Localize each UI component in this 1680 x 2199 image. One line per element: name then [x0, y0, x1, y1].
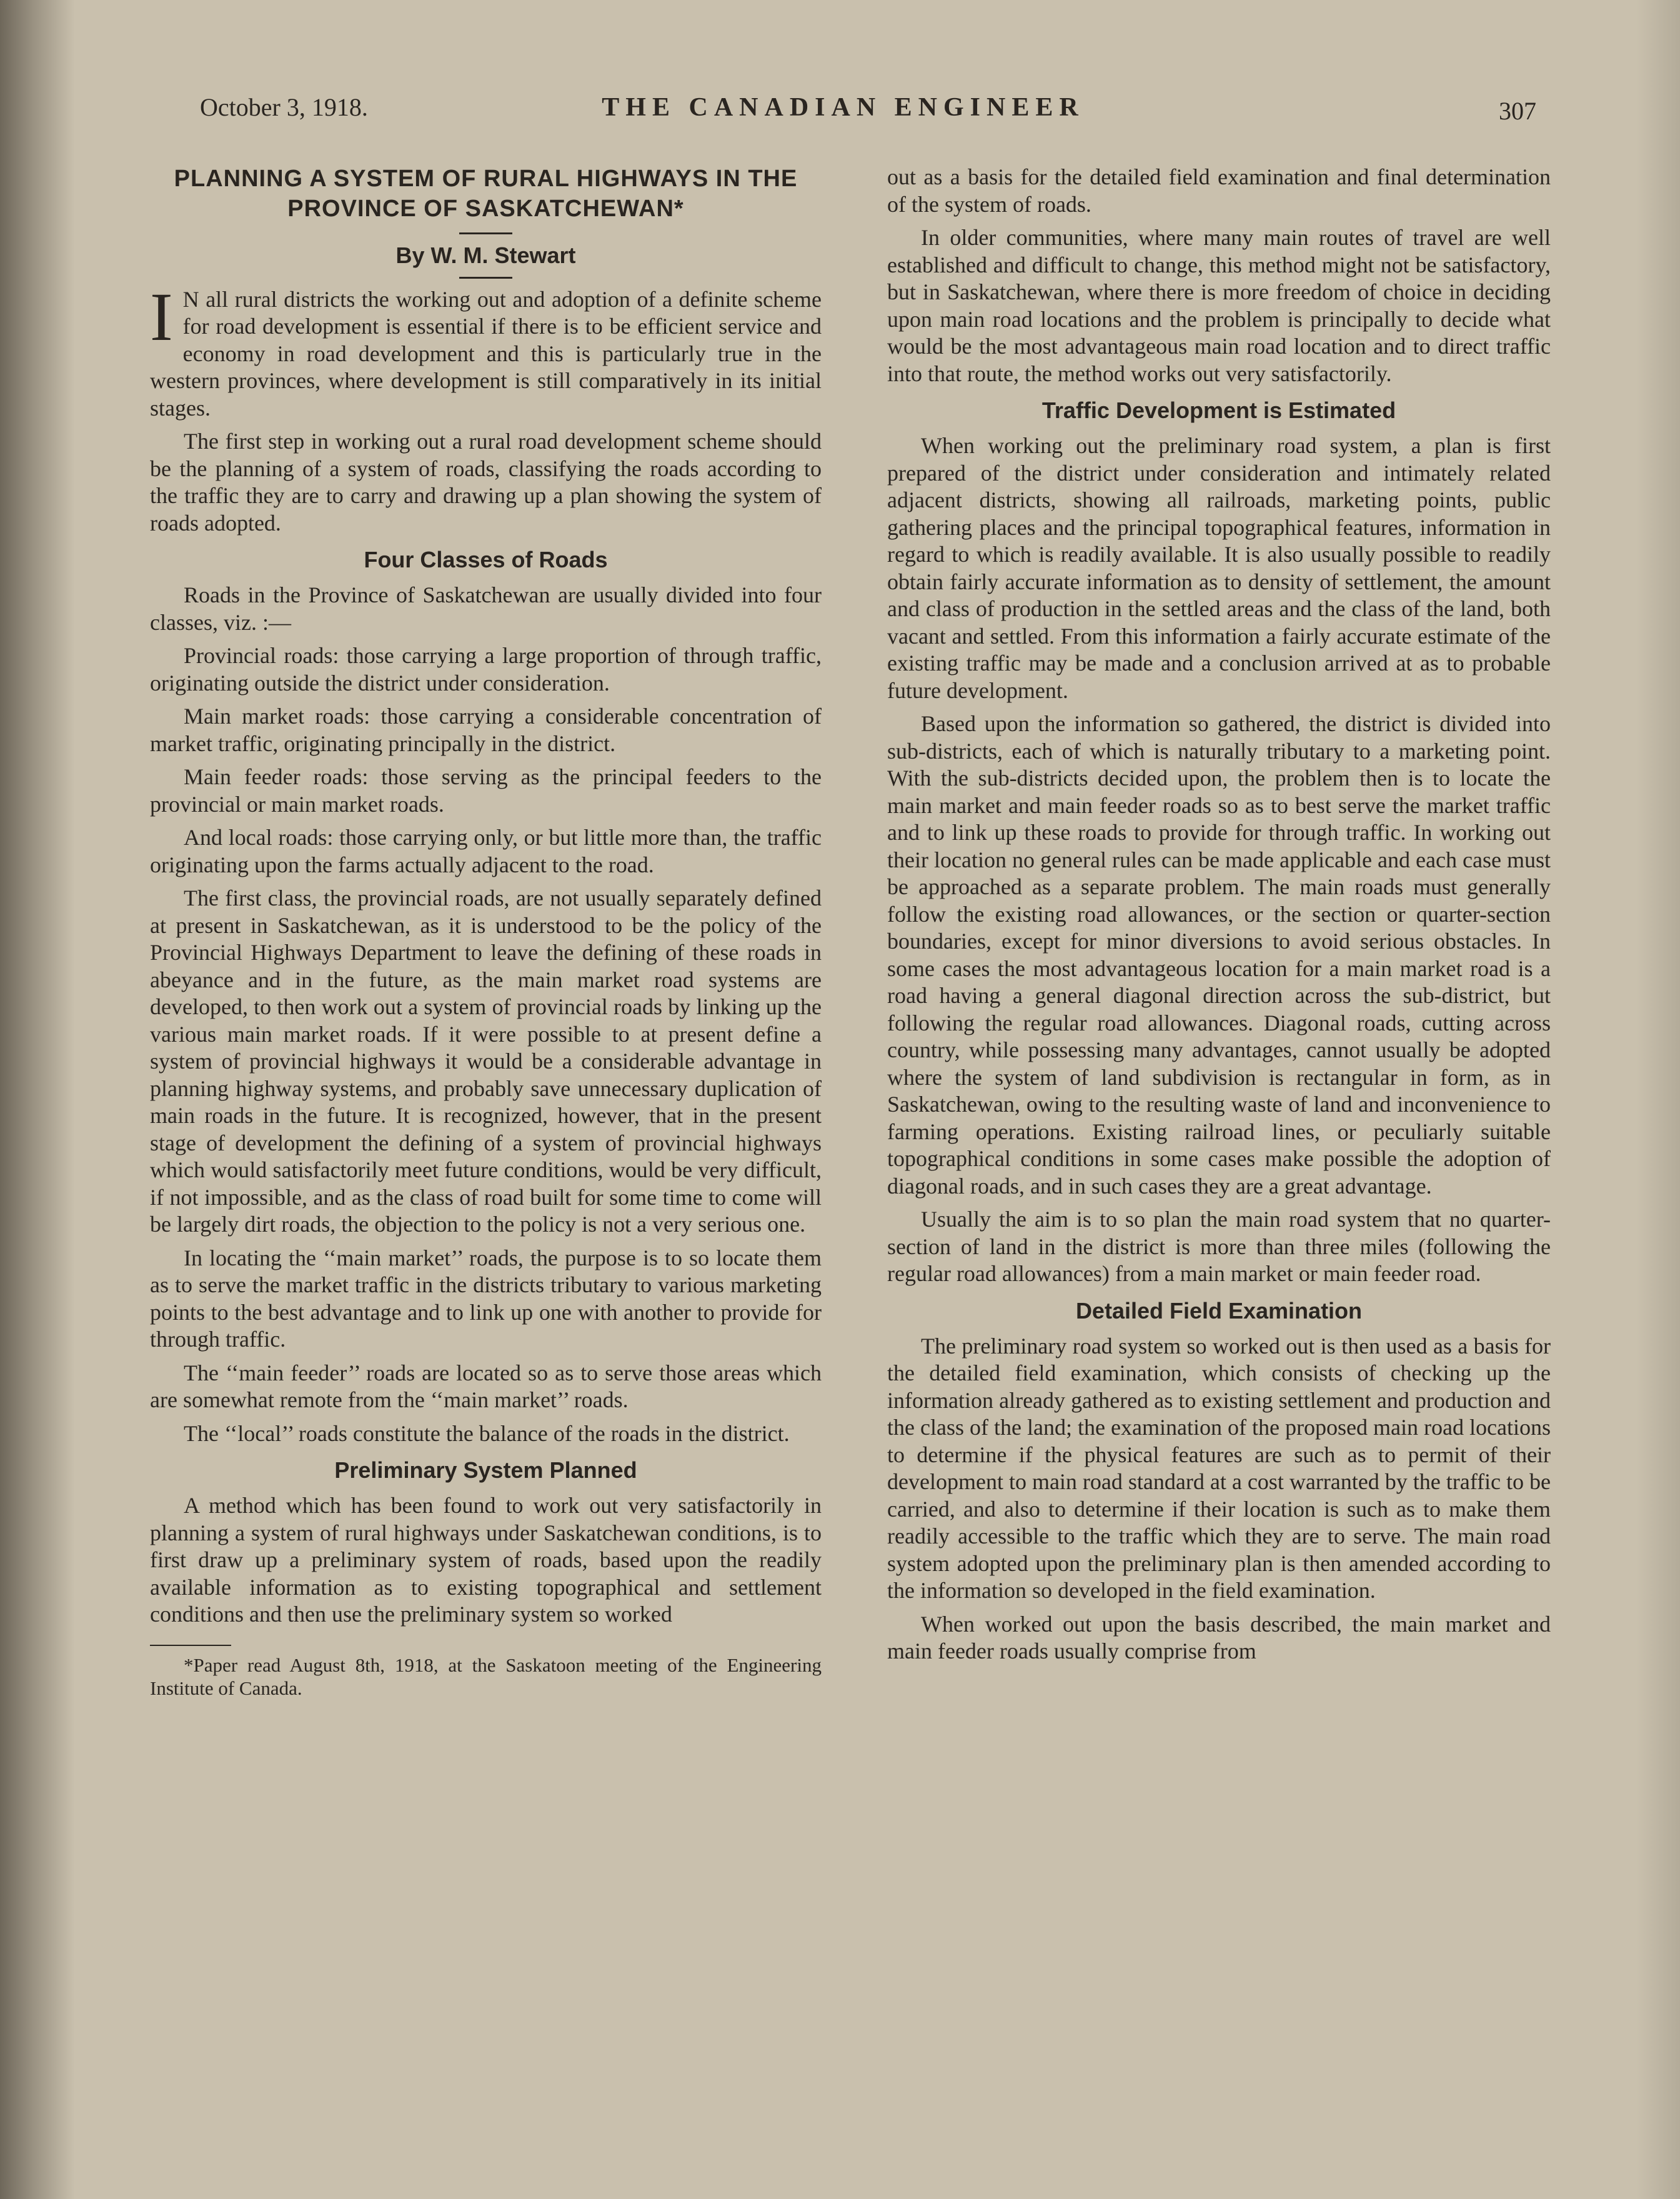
- heading-preliminary-system: Preliminary System Planned: [334, 1457, 637, 1483]
- paragraph-continued: out as a basis for the detailed field examination and final determination of the system of roads.: [887, 164, 1551, 217]
- paragraph-four-classes: Roads in the Province of Saskatchewan are usually divided into four classes, viz. :—: [150, 582, 822, 635]
- intro-paragraph: [150, 278, 822, 422]
- paragraph-main-market-roads: Main market roads: those carrying a considerable concentration of market traffic, originating principally in the district.: [150, 704, 822, 756]
- paragraph-older-communities: In older communities, where many main routes of travel are well established and difficult to change, this method might not be satisfactory, but in Saskatchewan, where there is more freedom of choice in deciding upon main road locations and the problem is principally to decide what would be the most advantageous main road location and to direct traffic into that route, the method works out very satisfactorily.: [887, 225, 1551, 386]
- left-column: [150, 164, 822, 1706]
- paragraph-local-roads: And local roads: those carrying only, or but little more than, the traffic originating upon the farms actually adjacent to the road.: [150, 825, 822, 877]
- paragraph-main-feeder-roads: Main feeder roads: those serving as the principal feeders to the provincial or main market roads.: [150, 764, 822, 817]
- paragraph-provincial-roads: Provincial roads: those carrying a large proportion of through traffic, originating outside the district under consideration.: [150, 643, 822, 696]
- byline-rule: [459, 277, 512, 279]
- page-gutter-shadow: [0, 0, 75, 2199]
- paragraph-main-feeder-located: The ‘‘main feeder’’ roads are located so as to serve those areas which are somewhat remote from the ‘‘main market’’ roads.: [150, 1360, 822, 1412]
- page-header: [150, 87, 1536, 137]
- page-edge-right: [1636, 0, 1680, 2199]
- paragraph-final: When worked out upon the basis described, the main market and main feeder roads usually comprise from: [887, 1611, 1551, 1663]
- paragraph-usually: Usually the aim is to so plan the main road system that no quarter-section of land in the district is more than three miles (following the regular road allowances) from a main market or main feeder road.: [887, 1207, 1551, 1286]
- paragraph-first-class: The first class, the provincial roads, are not usually separately defined at present in Saskatchewan, as it is understood to be the policy of the Provincial Highways Department to leave the defining of these roads in abeyance and in the future, as the main market road systems are developed, to then work out a system of provincial roads by linking up the various main market roads. If it were possible to at present define a system of provincial highways it would be a considerable advantage in planning highway systems, and probably save unnecessary duplication of main roads in the future. It is recognized, however, that in the present stage of development the defining of a system of provincial highways which would satisfactorily meet future conditions, would be very difficult, if not impossible, and as the class of road built for some time to come will be largely dirt roads, the objection to the policy is not a very serious one.: [150, 885, 822, 1237]
- journal-masthead: THE CANADIAN ENGINEER: [602, 93, 1085, 122]
- intro-text: N all rural districts the working out and adoption of a definite scheme for road development is essential if there is to be efficient service and economy in road development and this is particularly true in the western provinces, where development is still comparatively in its initial stages.: [150, 286, 822, 421]
- title-rule: [459, 232, 512, 234]
- paragraph-method: A method which has been found to work out very satisfactorily in planning a system of rural highways under Saskatchewan conditions, is to first draw up a preliminary system of roads, based upon the readily available information as to existing topographical and settlement conditions and then use the preliminary system so worked: [150, 1493, 822, 1627]
- paragraph-based-upon: Based upon the information so gathered, the district is divided into sub-districts, each of which is naturally tributary to a marketing point. With the sub-districts decided upon, the problem then is to locate the main market and main feeder roads so as to best serve the market traffic and to link up these roads to provide for through traffic. In working out their location no general rules can be made applicable and each case must be approached as a separate problem. The main roads must generally follow the existing road allowances, or the section or quarter-section boundaries, except for minor diversions to avoid serious obstacles. In some cases the most advantageous location for a main market road is a road having a general diagonal direction across the sub-district, but following the regular road allowances. Diagonal roads, cutting across country, while possessing many advantages, cannot usually be adopted where the system of land subdivision is rectangular in form, as in Saskatchewan, owing to the resulting waste of land and inconvenience to farming operations. Existing railroad lines, or peculiarly suitable topographical conditions in some cases make possible the adoption of diagonal roads, and in such cases they are a great advantage.: [887, 711, 1551, 1199]
- heading-traffic-development: Traffic Development is Estimated: [1041, 397, 1396, 423]
- drop-cap: I: [150, 278, 173, 355]
- paragraph-local-balance: The ‘‘local’’ roads constitute the balance of the roads in the district.: [184, 1420, 790, 1446]
- paragraph-first-step: The first step in working out a rural road development scheme should be the planning of a system of roads, classifying the roads according to the traffic they are to carry and drawing up a plan showing the system of roads adopted.: [150, 429, 822, 536]
- issue-date: October 3, 1918.: [200, 93, 368, 121]
- paragraph-locating: In locating the ‘‘main market’’ roads, the purpose is to so locate them as to serve the market traffic in the districts tributary to various marketing points to the best advantage and to link up one with another to provide for through traffic.: [150, 1245, 822, 1352]
- heading-four-classes: Four Classes of Roads: [364, 547, 608, 572]
- article-byline: By W. M. Stewart: [395, 242, 576, 268]
- footnote: *Paper read August 8th, 1918, at the Saskatoon meeting of the Engineering Institute of Canada.: [150, 1653, 822, 1699]
- footnote-rule: [150, 1645, 231, 1646]
- page-number: 307: [1499, 97, 1536, 125]
- right-column: [887, 164, 1551, 1672]
- paragraph-detailed-examination: The preliminary road system so worked out is then used as a basis for the detailed field examination, which consists of checking up the information already gathered as to existing settlement and production and the class of the land; the examination of the proposed main road locations to determine if the physical features are such as to permit of their development to main road standard at a cost warranted by the traffic to be carried, and also to determine if their location is such as to make them readily accessible to the traffic which they are to serve. The main road system adopted upon the preliminary plan is then amended according to the information so developed in the field examination.: [887, 1333, 1551, 1603]
- paragraph-preliminary-plan: When working out the preliminary road system, a plan is first prepared of the district under consideration and intimately related adjacent districts, showing all railroads, marketing points, public gathering places and the principal topographical features, information in regard to which is readily available. It is also usually possible to readily obtain fairly accurate information as to density of settlement, the amount and class of production in the settled areas and the class of the land, both vacant and settled. From this information a fairly accurate estimate of the existing traffic may be made and a conclusion arrived at as to probable future development.: [887, 433, 1551, 703]
- heading-detailed-field-examination: Detailed Field Examination: [1075, 1297, 1363, 1324]
- article-title: PLANNING A SYSTEM OF RURAL HIGHWAYS IN THE PROVINCE OF SASKATCHEWAN*: [174, 166, 798, 222]
